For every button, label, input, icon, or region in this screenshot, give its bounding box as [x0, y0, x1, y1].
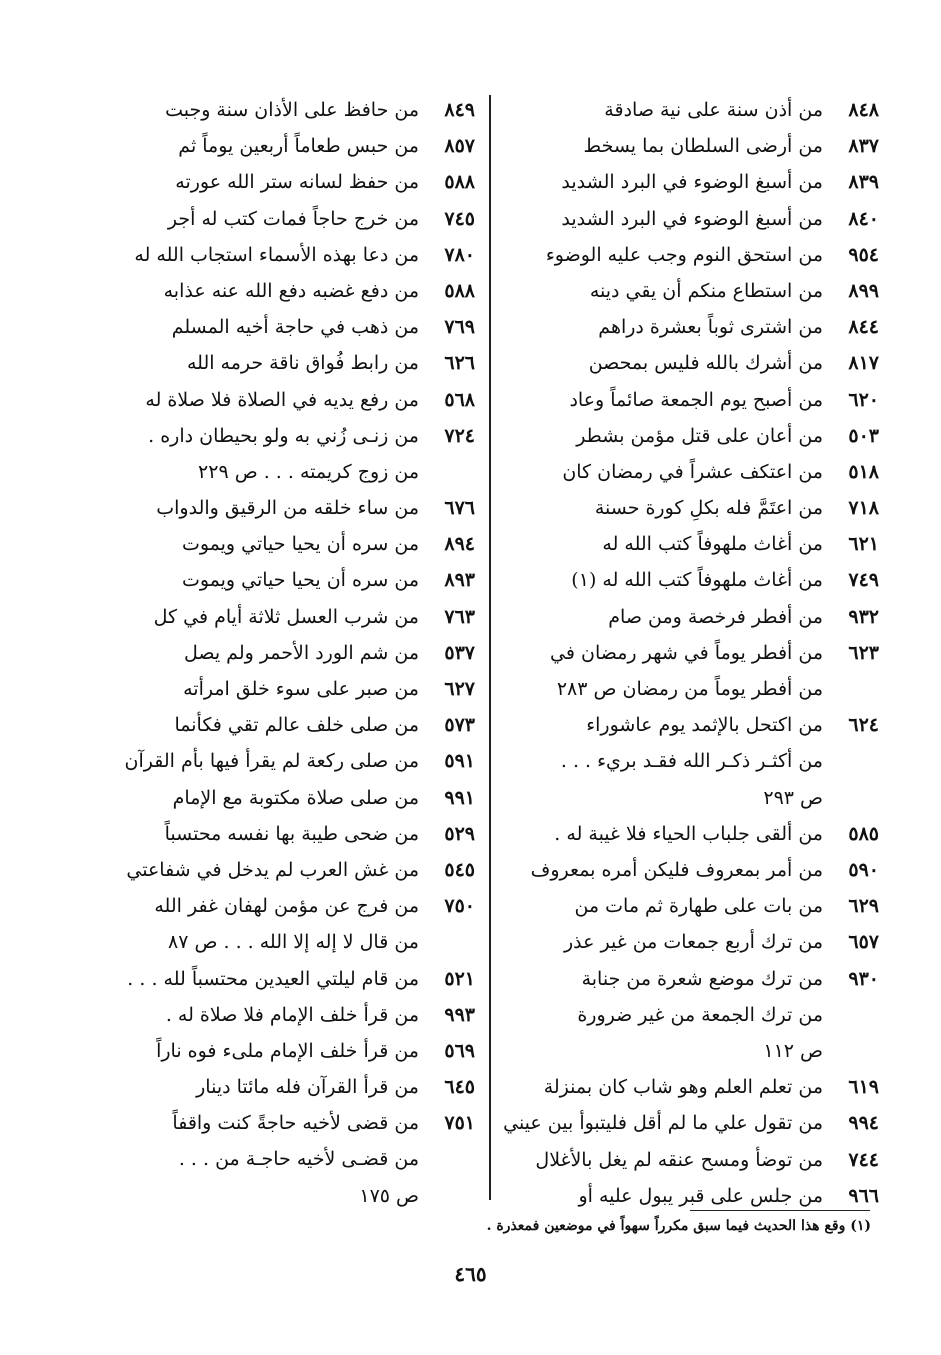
entry-text [115, 273, 419, 309]
entry-line: من قرأ خلف الإمام فلا صلاة له . [165, 1003, 419, 1026]
index-entry [115, 888, 475, 960]
entry-number: ٥٨٥ [848, 822, 879, 845]
entry-line: من جلس على قبر يبول عليه أو [578, 1184, 823, 1207]
index-entry [509, 599, 879, 635]
index-entry [115, 816, 475, 852]
entry-line: من أغاث ملهوفاً كتب الله له [602, 533, 823, 556]
index-entry [115, 1105, 475, 1214]
index-entry [115, 237, 475, 273]
entry-number: ٦٢٣ [848, 641, 879, 664]
index-entry [509, 201, 879, 237]
entry-text [115, 1105, 419, 1214]
entry-text [115, 961, 419, 997]
entry-line: من قام ليلتي العيدين محتسباً لله . . . [127, 967, 419, 990]
entry-line: من أصبح يوم الجمعة صائماً وعاد [569, 388, 823, 411]
entry-text [509, 418, 823, 454]
entry-line: من أشرك بالله فليس بمحصن [588, 352, 823, 375]
entry-text [509, 201, 823, 237]
entry-line: من زوج كريمته . . . ص ٢٢٩ [198, 460, 419, 483]
entry-line: من استطاع منكم أن يقي دينه [589, 279, 823, 302]
entry-text [509, 599, 823, 635]
index-entry [509, 490, 879, 526]
footnote: (١) وقع هذا الحديث فيما سبق مكرراً سهواً في موضعين فمعذرة . [486, 1218, 871, 1234]
entry-line: ص ١٧٥ [359, 1184, 419, 1207]
entry-line: من أفطر يوماً من رمضان ص ٢٨٣ [556, 678, 823, 700]
index-entry [115, 201, 475, 237]
index-entry [115, 418, 475, 490]
entry-text [509, 1069, 823, 1105]
entry-number: ٥٤٥ [444, 858, 475, 881]
index-entry [509, 635, 879, 707]
entry-number: ٧٤٥ [444, 207, 475, 230]
entry-text [509, 128, 823, 164]
entry-line: من ترك الجمعة من غير ضرورة [577, 1003, 823, 1026]
entry-text [509, 1142, 823, 1178]
entry-text [509, 273, 823, 309]
index-entry [509, 526, 879, 562]
entry-text [509, 888, 823, 924]
index-entry [509, 816, 879, 852]
entry-line: من دعا بهذه الأسماء استجاب الله له [134, 243, 419, 266]
entry-number: ٩٩١ [444, 786, 475, 809]
entry-text [509, 635, 823, 707]
entry-text [115, 92, 419, 128]
entry-line: من أسبغ الوضوء في البرد الشديد [561, 207, 823, 230]
entry-line: من اعتكف عشراً في رمضان كان [562, 460, 823, 483]
entry-text [115, 490, 419, 526]
index-entry [509, 961, 879, 1070]
entry-text [115, 671, 419, 707]
footnote-rule [690, 1210, 870, 1211]
index-entry [115, 743, 475, 779]
entry-line: من ضحى طيبة بها نفسه محتسباً [164, 822, 419, 845]
index-entry [115, 780, 475, 816]
index-entry [509, 562, 879, 598]
entry-text [509, 562, 823, 598]
entry-number: ٦٢٤ [848, 714, 879, 737]
index-entry [509, 924, 879, 960]
entry-text [115, 888, 419, 960]
entry-line: من رابط فُواق ناقة حرمه الله [186, 352, 419, 375]
entry-number: ٩٩٣ [444, 1003, 475, 1026]
entry-line: من أسبغ الوضوء في البرد الشديد [561, 171, 823, 194]
entry-number: ٥٦٩ [444, 1039, 475, 1062]
entry-number: ٨١٧ [848, 352, 879, 375]
index-entry [115, 92, 475, 128]
entry-number: ٥٨٨ [444, 171, 475, 194]
entry-text [115, 780, 419, 816]
index-entry [115, 273, 475, 309]
entry-text [115, 164, 419, 200]
entry-number: ٥٠٣ [848, 424, 879, 447]
entry-number: ٨٤٠ [848, 207, 879, 230]
entry-number: ٧٥٠ [444, 895, 475, 918]
entry-text [115, 562, 419, 598]
entry-line: من دفع غضبه دفع الله عنه عذابه [163, 279, 419, 302]
entry-text [115, 816, 419, 852]
entry-line: من سره أن يحيا حياتي ويموت [181, 569, 419, 592]
index-entry [509, 164, 879, 200]
right-column [503, 92, 879, 1214]
entry-text [509, 92, 823, 128]
index-entry [115, 635, 475, 671]
entry-text [115, 345, 419, 381]
index-entry [509, 418, 879, 454]
entry-text [115, 1033, 419, 1069]
entry-text [509, 961, 823, 1070]
index-entry [509, 1069, 879, 1105]
index-entry [115, 382, 475, 418]
entry-number: ٥٩٠ [848, 858, 879, 881]
entry-number: ٨٤٨ [848, 99, 879, 121]
index-entry [509, 707, 879, 816]
index-entry [509, 382, 879, 418]
entry-line: من استحق النوم وجب عليه الوضوء [545, 243, 823, 266]
entry-line: من أغاث ملهوفاً كتب الله له (١) [571, 569, 823, 592]
entry-line: من ساء خلقه من الرقيق والدواب [156, 497, 419, 520]
entry-text [509, 309, 823, 345]
entry-line: من فرج عن مؤمن لهفان غفر الله [154, 895, 419, 918]
entry-text [115, 237, 419, 273]
entry-line: ص ١١٢ [763, 1039, 823, 1062]
entry-number: ٧٦٣ [444, 605, 475, 628]
index-entry [115, 671, 475, 707]
index-entry [115, 707, 475, 743]
entry-line: من أرضى السلطان بما يسخط [583, 135, 823, 158]
entry-line: من قضى لأخيه حاجةً كنت واقفاً [172, 1112, 419, 1135]
entry-number: ٦٢٦ [444, 352, 475, 375]
index-entry [115, 599, 475, 635]
index-entry [115, 961, 475, 997]
entry-number: ٩٣٠ [848, 967, 879, 990]
index-entry [509, 128, 879, 164]
entry-line: من سره أن يحيا حياتي ويموت [181, 533, 419, 556]
index-entry [115, 526, 475, 562]
entry-line: من شم الورد الأحمر ولم يصل [183, 641, 419, 664]
entry-number: ٥٢١ [444, 967, 475, 990]
index-entry [509, 888, 879, 924]
index-entry [115, 164, 475, 200]
entry-line: من ذهب في حاجة أخيه المسلم [171, 316, 419, 339]
entry-line: من قرأ خلف الإمام ملىء فوه ناراً [156, 1039, 419, 1062]
entry-text [115, 852, 419, 888]
entry-number: ٥١٨ [848, 460, 879, 483]
entry-line: من رفع يديه في الصلاة فلا صلاة له [145, 388, 419, 411]
entry-text [115, 201, 419, 237]
entry-number: ٦٢٠ [848, 388, 879, 411]
entry-number: ٩٣٢ [848, 605, 879, 628]
entry-text [115, 1069, 419, 1105]
entry-line: من تقول علي ما لم أقل فليتبوأ بين عيني [503, 1112, 823, 1135]
index-entry [509, 1142, 879, 1178]
entry-number: ٥٢٩ [444, 822, 475, 845]
entry-number: ٩٦٦ [848, 1184, 879, 1207]
entry-text [115, 997, 419, 1033]
entry-number: ٨٩٤ [444, 533, 475, 556]
entry-text [509, 454, 823, 490]
index-entry [115, 1033, 475, 1069]
entry-number: ٥٣٧ [444, 641, 475, 664]
entry-text [509, 237, 823, 273]
entry-number: ٦٢٧ [444, 678, 475, 701]
entry-number: ٦٢١ [848, 533, 879, 556]
entry-number: ٦١٩ [848, 1076, 879, 1099]
index-entry [115, 997, 475, 1033]
entry-line: من أكثـر ذكـر الله فقـد بريء . . . [560, 750, 823, 773]
entry-line: من قضـى لأخيه حاجـة من . . . [178, 1148, 419, 1171]
entry-line: من خرج حاجاً فمات كتب له أجر [167, 207, 419, 230]
entry-text [115, 599, 419, 635]
entry-line: من غش العرب لم يدخل في شفاعتي [126, 858, 419, 881]
entry-text [115, 743, 419, 779]
entry-text [509, 707, 823, 816]
entry-number: ٨٩٣ [444, 569, 475, 592]
entry-text [509, 852, 823, 888]
index-entry [509, 92, 879, 128]
entry-line: من بات على طهارة ثم مات من [574, 895, 823, 918]
entry-text [115, 526, 419, 562]
entry-line: من حافظ على الأذان سنة وجبت [165, 99, 419, 121]
entry-number: ٦٢٩ [848, 895, 879, 918]
index-entry [509, 852, 879, 888]
entry-line: من أذن سنة على نية صادقة [604, 99, 823, 121]
index-entry [115, 128, 475, 164]
entry-line: من توضأ ومسح عنقه لم يغل بالأغلال [535, 1148, 823, 1171]
entry-line: من أفطر يوماً في شهر رمضان في [550, 641, 823, 664]
entry-line: من صلى ركعة لم يقرأ فيها بأم القرآن [124, 750, 419, 773]
column-divider [489, 95, 491, 1200]
entry-text [509, 382, 823, 418]
entry-text [509, 1178, 823, 1214]
entry-number: ٥٧٣ [444, 714, 475, 737]
entry-text [503, 1105, 823, 1141]
entry-line: من أعان على قتل مؤمن بشطر [576, 424, 823, 447]
entry-line: من صلى صلاة مكتوبة مع الإمام [172, 786, 419, 809]
index-entry [115, 490, 475, 526]
entry-text [115, 128, 419, 164]
entry-number: ٨٣٧ [848, 135, 879, 158]
left-column [115, 92, 475, 1214]
entry-number: ٦٧٦ [444, 497, 475, 520]
index-entry [509, 345, 879, 381]
index-entry [115, 345, 475, 381]
index-entry [509, 309, 879, 345]
index-entry [115, 562, 475, 598]
entry-line: من صبر على سوء خلق امرأته [183, 678, 419, 701]
entry-text [509, 924, 823, 960]
entry-number: ٧٦٩ [444, 316, 475, 339]
entry-text [115, 382, 419, 418]
entry-line: من تعلم العلم وهو شاب كان بمنزلة [543, 1076, 823, 1099]
entry-text [115, 418, 419, 490]
entry-line: من حبس طعاماً أربعين يوماً ثم [178, 135, 419, 158]
entry-line: من شرب العسل ثلاثة أيام في كل [153, 605, 419, 628]
entry-number: ٨٥٧ [444, 135, 475, 158]
index-entry [503, 1105, 879, 1141]
entry-text [115, 707, 419, 743]
entry-number: ٩٥٤ [848, 243, 879, 266]
entry-line: من قرأ القرآن فله مائتا دينار [196, 1076, 419, 1099]
entry-number: ٧٥١ [444, 1112, 475, 1135]
entry-number: ٧١٨ [848, 497, 879, 520]
index-entry [509, 454, 879, 490]
entry-text [509, 526, 823, 562]
entry-line: من اشترى ثوباً بعشرة دراهم [598, 316, 823, 339]
entry-line: من قال لا إله إلا الله . . . ص ٨٧ [168, 931, 419, 954]
entry-line: من زنـى زُني به ولو بحيطان داره . [148, 424, 419, 447]
entry-text [509, 490, 823, 526]
entry-line: من ألقى جلباب الحياء فلا غيبة له . [554, 822, 823, 845]
entry-number: ٥٦٨ [444, 388, 475, 411]
entry-number: ٥٩١ [444, 750, 475, 773]
index-entry [509, 237, 879, 273]
index-entry [115, 852, 475, 888]
entry-number: ٨٩٩ [848, 279, 879, 302]
index-entry [115, 309, 475, 345]
entry-number: ٧٤٩ [848, 569, 879, 592]
entry-text [115, 309, 419, 345]
page-number: ٤٦٥ [454, 1262, 487, 1286]
entry-line: من ترك موضع شعرة من جنابة [581, 967, 823, 990]
index-entry [115, 1069, 475, 1105]
entry-text [509, 816, 823, 852]
entry-line: ص ٢٩٣ [763, 786, 823, 809]
entry-number: ٧٢٤ [444, 424, 475, 447]
entry-line: من أمر بمعروف فليكن أمره بمعروف [530, 858, 823, 881]
entry-number: ٧٤٤ [848, 1148, 879, 1171]
index-entry [509, 1178, 879, 1214]
entry-text [115, 635, 419, 671]
entry-number: ٨٤٩ [444, 99, 475, 121]
index-entry [509, 273, 879, 309]
entry-number: ٨٤٤ [848, 316, 879, 339]
entry-number: ٨٣٩ [848, 171, 879, 194]
entry-line: من صلى خلف عالم تقي فكأنما [174, 714, 419, 737]
entry-number: ٦٤٥ [444, 1076, 475, 1099]
entry-number: ٥٨٨ [444, 279, 475, 302]
entry-line: من اكتحل بالإثمد يوم عاشوراء [586, 714, 823, 737]
entry-line: من اعتَمَّ فله بكلِ كورة حسنة [594, 497, 823, 520]
entry-line: من أفطر فرخصة ومن صام [608, 605, 823, 628]
entry-line: من ترك أربع جمعات من غير عذر [563, 931, 823, 954]
entry-number: ٧٨٠ [444, 243, 475, 266]
entry-line: من حفظ لسانه ستر الله عورته [175, 171, 419, 194]
entry-number: ٩٩٤ [848, 1112, 879, 1135]
entry-text [509, 345, 823, 381]
entry-number: ٦٥٧ [848, 931, 879, 954]
entry-text [509, 164, 823, 200]
